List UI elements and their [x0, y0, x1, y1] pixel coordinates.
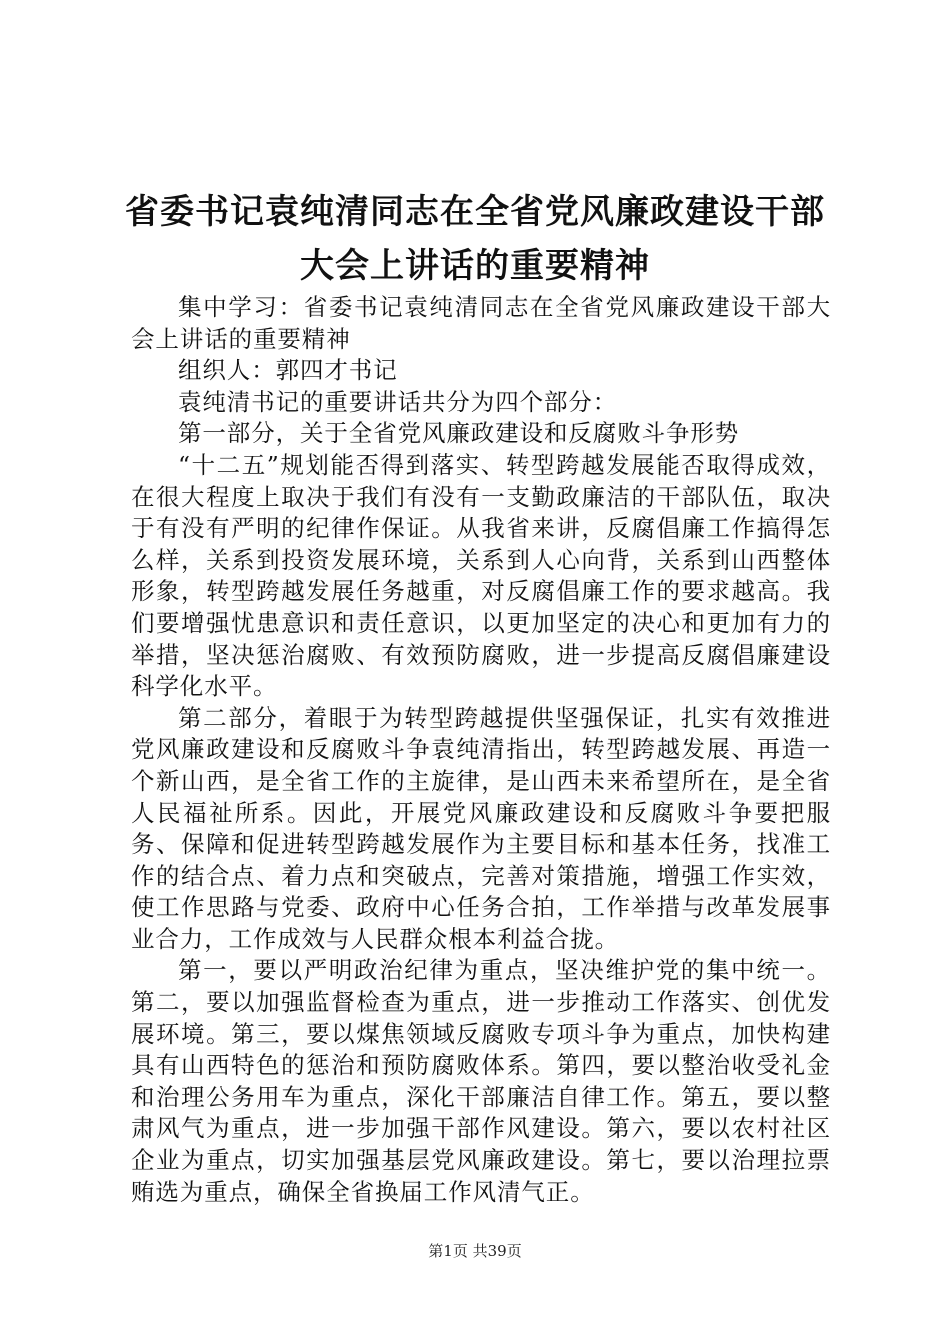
document-body	[131, 292, 831, 1208]
paragraph-organizer: 组织人：郭四才书记	[178, 356, 398, 385]
page-number-footer: 第1页 共39页	[428, 1242, 522, 1260]
paragraph-study-topic: 集中学习：省委书记袁纯清同志在全省党风廉政建设干部大会上讲话的重要精神	[131, 293, 831, 353]
paragraph-seven-points: 第一，要以严明政治纪律为重点，坚决维护党的集中统一。第二，要以加强监督检查为重点，进一步推动工作落实、创优发展环境。第三，要以煤焦领域反腐败专项斗争为重点，加快构建具有山西特色的惩治和预防腐败体系。第四，要以整治收受礼金和治理公务用车为重点，深化干部廉洁自律工作。第五，要以整肃风气为重点，进一步加强干部作风建设。第六，要以农村社区企业为重点，切实加强基层党风廉政建设。第七，要以治理拉票贿选为重点，确保全省换届工作风清气正。	[131, 956, 831, 1206]
paragraph-part-two: 第二部分，着眼于为转型跨越提供坚强保证，扎实有效推进党风廉政建设和反腐败斗争袁纯清指出，转型跨越发展、再造一个新山西，是全省工作的主旋律，是山西未来希望所在，是全省人民福祉所系。因此，开展党风廉政建设和反腐败斗争要把服务、保障和促进转型跨越发展作为主要目标和基本任务，找准工作的结合点、着力点和突破点，完善对策措施，增强工作实效，使工作思路与党委、政府中心任务合拍，工作举措与改革发展事业合力，工作成效与人民群众根本利益合拢。	[131, 703, 831, 953]
document-title-line-1: 省委书记袁纯清同志在全省党风廉政建设干部	[125, 192, 825, 232]
paragraph-overview: 袁纯清书记的重要讲话共分为四个部分：	[178, 387, 618, 416]
paragraph-part-one-body: “十二五”规划能否得到落实、转型跨越发展能否取得成效，在很大程度上取决于我们有没有一支勤政廉洁的干部队伍，取决于有没有严明的纪律作保证。从我省来讲，反腐倡廉工作搞得怎么样，关系到投资发展环境，关系到人心向背，关系到山西整体形象，转型跨越发展任务越重，对反腐倡廉工作的要求越高。我们要增强忧患意识和责任意识，以更加坚定的决心和更加有力的举措，坚决惩治腐败、有效预防腐败，进一步提高反腐倡廉建设科学化水平。	[131, 450, 831, 701]
paragraph-part-one-heading: 第一部分，关于全省党风廉政建设和反腐败斗争形势	[178, 419, 740, 448]
document-title-line-2: 大会上讲话的重要精神	[300, 246, 650, 286]
